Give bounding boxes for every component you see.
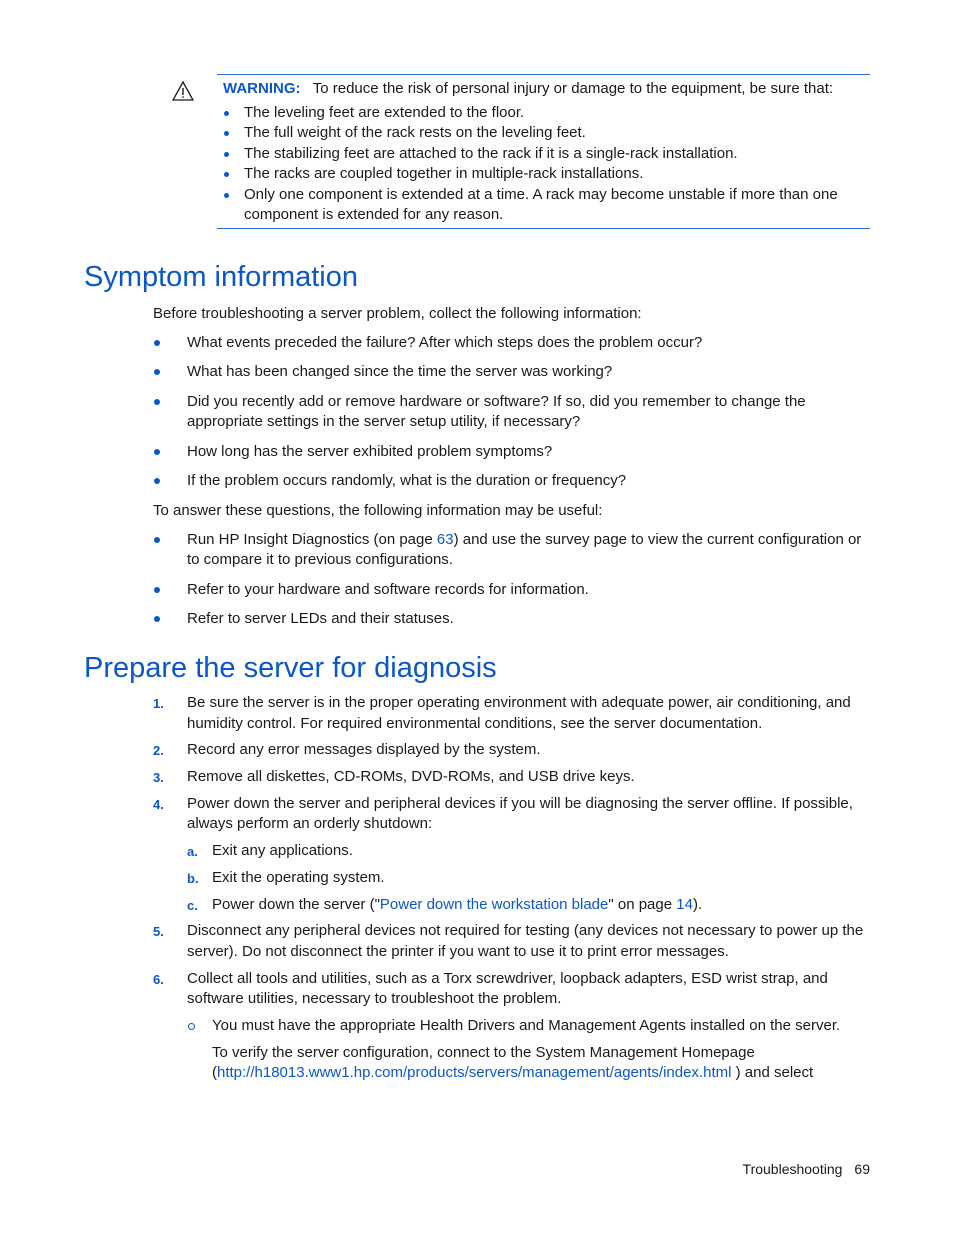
warning-text: To reduce the risk of personal injury or damage to the equipment, be sure that:	[312, 80, 834, 97]
question-item: How long has the server exhibited problem symptoms?	[187, 443, 553, 460]
page-link-14[interactable]: 14	[676, 896, 693, 913]
question-item: What has been changed since the time the server was working?	[187, 363, 613, 380]
useful-item: Refer to server LEDs and their statuses.	[187, 610, 454, 627]
footer-page-number: 69	[854, 1161, 870, 1177]
list-bullet	[154, 587, 160, 593]
warning-item: The leveling feet are extended to the floor.	[244, 104, 525, 121]
useful-item: Refer to your hardware and software records for information.	[187, 581, 589, 598]
verify-text: (	[212, 1064, 217, 1081]
step-text-continued: software utilities, necessary to troubleshoot the problem.	[187, 990, 562, 1007]
substep-text: Exit any applications.	[212, 842, 353, 859]
management-agents-url-link[interactable]: http://h18013.www1.hp.com/products/servers/management/agents/index.html	[217, 1064, 732, 1081]
substep-text-power-down	[212, 895, 702, 915]
step-text: Record any error messages displayed by the system.	[187, 741, 541, 758]
question-item-continued: appropriate settings in the server setup utility, if necessary?	[187, 413, 581, 430]
useful-item-text: Run HP Insight Diagnostics (on page	[187, 531, 437, 548]
warning-bullet	[224, 152, 229, 157]
question-item: What events preceded the failure? After which steps does the problem occur?	[187, 334, 703, 351]
warning-bullet	[224, 172, 229, 177]
substep-letter: c.	[187, 898, 198, 913]
symptom-intro: Before troubleshooting a server problem, collect the following information:	[153, 305, 642, 322]
useful-item-diagnostics	[187, 530, 861, 550]
subitem-text: You must have the appropriate Health Drivers and Management Agents installed on the server.	[212, 1017, 841, 1034]
warning-bullet	[224, 193, 229, 198]
warning-bullet	[224, 111, 229, 116]
step-text-continued: server). Do not disconnect the printer if you want to use it to print error messages.	[187, 943, 729, 960]
question-item: Did you recently add or remove hardware or software? If so, did you remember to change the	[187, 393, 806, 410]
list-bullet	[154, 369, 160, 375]
verify-text: To verify the server configuration, connect to the System Management Homepage	[212, 1044, 755, 1061]
useful-item-text: ) and use the survey page to view the current configuration or	[453, 531, 862, 548]
list-bullet	[154, 399, 160, 405]
step-text-continued: always perform an orderly shutdown:	[187, 815, 433, 832]
substep-text: " on page	[608, 896, 677, 913]
step-text-continued: humidity control. For required environmental conditions, see the server documentation.	[187, 715, 763, 732]
step-number: 4.	[153, 797, 164, 812]
step-number: 3.	[153, 770, 164, 785]
question-item: If the problem occurs randomly, what is the duration or frequency?	[187, 472, 627, 489]
warning-label: WARNING:	[223, 80, 301, 97]
warning-heading	[223, 79, 833, 99]
warning-item: The full weight of the rack rests on the leveling feet.	[244, 124, 586, 141]
list-bullet	[154, 478, 160, 484]
substep-letter: b.	[187, 871, 199, 886]
substep-letter: a.	[187, 844, 198, 859]
warning-item: The racks are coupled together in multiple-rack installations.	[244, 165, 644, 182]
substep-text: Exit the operating system.	[212, 869, 385, 886]
substep-text: ).	[692, 896, 703, 913]
step-text: Collect all tools and utilities, such as a Torx screwdriver, loopback adapters, ESD wrist strap, and	[187, 970, 828, 987]
page-link-63[interactable]: 63	[436, 531, 454, 548]
prepare-heading: Prepare the server for diagnosis	[84, 652, 497, 684]
step-number: 2.	[153, 743, 164, 758]
list-bullet	[154, 340, 160, 346]
list-bullet	[154, 616, 160, 622]
power-down-link[interactable]: Power down the workstation blade	[379, 896, 609, 913]
step-text: Be sure the server is in the proper operating environment with adequate power, air conditioning, and	[187, 694, 851, 711]
hollow-bullet	[188, 1023, 195, 1030]
step-text: Remove all diskettes, CD-ROMs, DVD-ROMs, and USB drive keys.	[187, 768, 635, 785]
footer-section: Troubleshooting	[742, 1161, 843, 1177]
warning-item: Only one component is extended at a time. A rack may become unstable if more than one	[244, 186, 838, 203]
step-number: 6.	[153, 972, 164, 987]
symptom-heading: Symptom information	[84, 261, 358, 293]
list-bullet	[154, 449, 160, 455]
warning-item: The stabilizing feet are attached to the rack if it is a single-rack installation.	[244, 145, 738, 162]
warning-triangle-icon	[172, 80, 194, 102]
step-text: Disconnect any peripheral devices not required for testing (any devices not necessary to power up the	[187, 922, 864, 939]
page-footer	[743, 1159, 870, 1179]
step-number: 1.	[153, 696, 164, 711]
list-bullet	[154, 537, 160, 543]
verify-text-url-line	[212, 1063, 813, 1083]
substep-text: Power down the server ("	[212, 896, 380, 913]
step-text: Power down the server and peripheral devices if you will be diagnosing the server offline. If possible,	[187, 795, 853, 812]
useful-item-continued: to compare it to previous configurations.	[187, 551, 453, 568]
step-number: 5.	[153, 924, 164, 939]
verify-text: ) and select	[731, 1064, 814, 1081]
warning-item-continued: component is extended for any reason.	[244, 206, 504, 223]
warning-bullet	[224, 131, 229, 136]
answer-intro: To answer these questions, the following information may be useful:	[153, 502, 603, 519]
